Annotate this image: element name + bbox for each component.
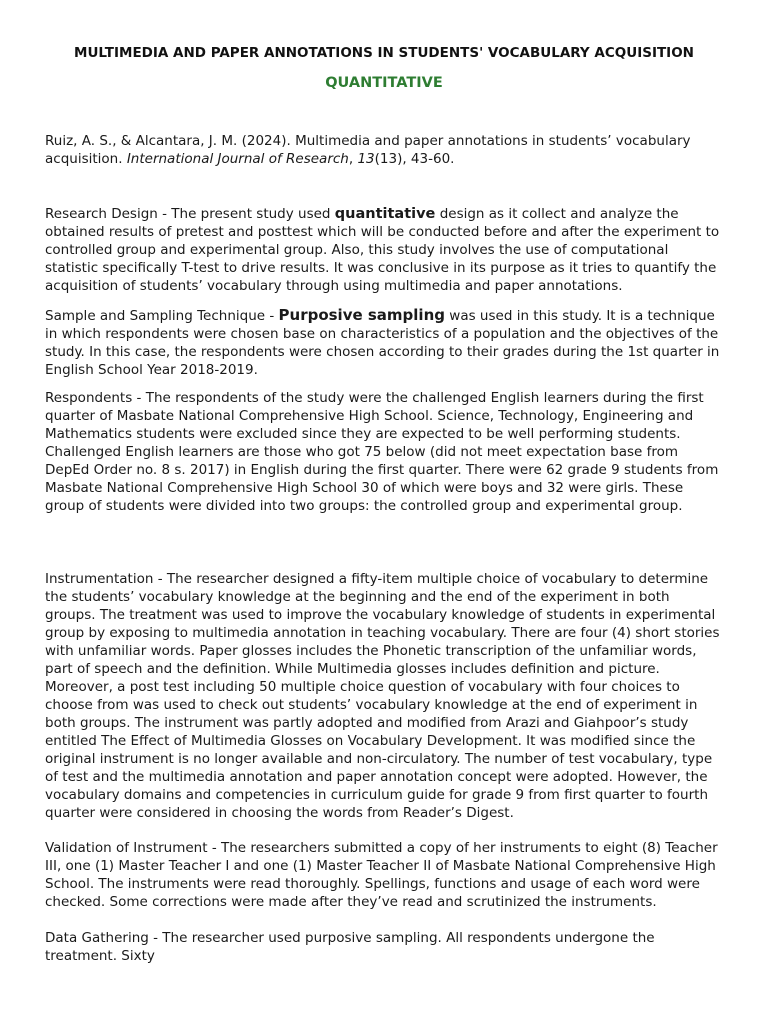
sampling-body: was used in this study. It is a technique in which respondents were chosen base on characteristics of a population and the objectives of the study. In this case, the respondents were chosen according to their grades during the 1st quarter in English School Year 2018-2019. [45, 308, 720, 378]
instrumentation-paragraph: Instrumentation - The researcher designed a fifty-item multiple choice of vocabulary to determine the students’ vocabulary knowledge at the beginning and the end of the experiment in both groups. The treatment was used to improve the vocabulary knowledge of students in experimental group by exposing to multimedia annotation in teaching vocabulary. There are four (4) short stories with unfamiliar words. Paper glosses includes the Phonetic transcription of the unfamiliar words, part of speech and the definition. While Multimedia glosses includes definition and picture. Moreover, a post test including 50 multiple choice question of vocabulary with four choices to choose from was used to check out students’ vocabulary knowledge at the end of experiment in both groups. The instrument was partly adopted and modified from Arazi and Giahpoor’s study entitled The Effect of Multimedia Glosses on Vocabulary Development. It was modified since the original instrument is no longer available and non-circulatory. The number of test vocabulary, type of test and the multimedia annotation and paper annotation concept were adopted. However, the vocabulary domains and competencies in curriculum guide for grade 9 from first quarter to fourth quarter were considered in choosing the words from Reader’s Digest. [45, 571, 720, 821]
respondents-paragraph: Respondents - The respondents of the study were the challenged English learners during the first quarter of Masbate National Comprehensive High School. Science, Technology, Engineering and Mathematics students were excluded since they are expected to be well performing students. Challenged English learners are those who got 75 below (did not meet expectation base from DepEd Order no. 8 s. 2017) in English during the first quarter. There were 62 grade 9 students from Masbate National Comprehensive High School 30 of which were boys and 32 were girls. These group of students were divided into two groups: the controlled group and experimental group. [45, 390, 719, 514]
data-gathering-paragraph: Data Gathering - The researcher used purposive sampling. All respondents undergone the treatment. Sixty [45, 930, 655, 964]
citation-authors: Ruiz, A. S., & Alcantara, J. M. (2024). Multimedia and paper annotations in students’ vocabulary acquisition. [45, 133, 691, 167]
citation-volume: 13 [357, 151, 375, 167]
research-design-emphasis: quantitative [334, 206, 436, 222]
citation-paragraph [45, 132, 723, 168]
sampling-paragraph [45, 306, 723, 379]
document-subtitle: QUANTITATIVE [325, 75, 443, 91]
research-design-body: design as it collect and analyze the obtained results of pretest and posttest which will be conducted before and after the experiment to controlled group and experimental group. Also, this study involves the use of computational statistic specifically T-test to drive results. It was conclusive in its purpose as it tries to quantify the acquisition of students’ vocabulary through using multimedia and paper annotations. [45, 206, 720, 294]
research-design-lead: Research Design - The present study used [45, 206, 331, 222]
document-title: MULTIMEDIA AND PAPER ANNOTATIONS IN STUDENTS' VOCABULARY ACQUISITION [74, 45, 694, 61]
sampling-lead: Sample and Sampling Technique - [45, 308, 275, 324]
citation-journal: International Journal of Research [126, 151, 349, 167]
research-design-paragraph [45, 205, 723, 295]
citation-pages: (13), 43-60. [374, 151, 455, 167]
validation-paragraph: Validation of Instrument - The researchers submitted a copy of her instruments to eight (8) Teacher III, one (1) Master Teacher I and one (1) Master Teacher II of Masbate National Comprehensive High School. The instruments were read thoroughly. Spellings, functions and usage of each word were checked. Some corrections were made after they’ve read and scrutinized the instruments. [45, 840, 718, 910]
citation-separator: , [348, 151, 354, 167]
sampling-emphasis: Purposive sampling [278, 306, 445, 324]
